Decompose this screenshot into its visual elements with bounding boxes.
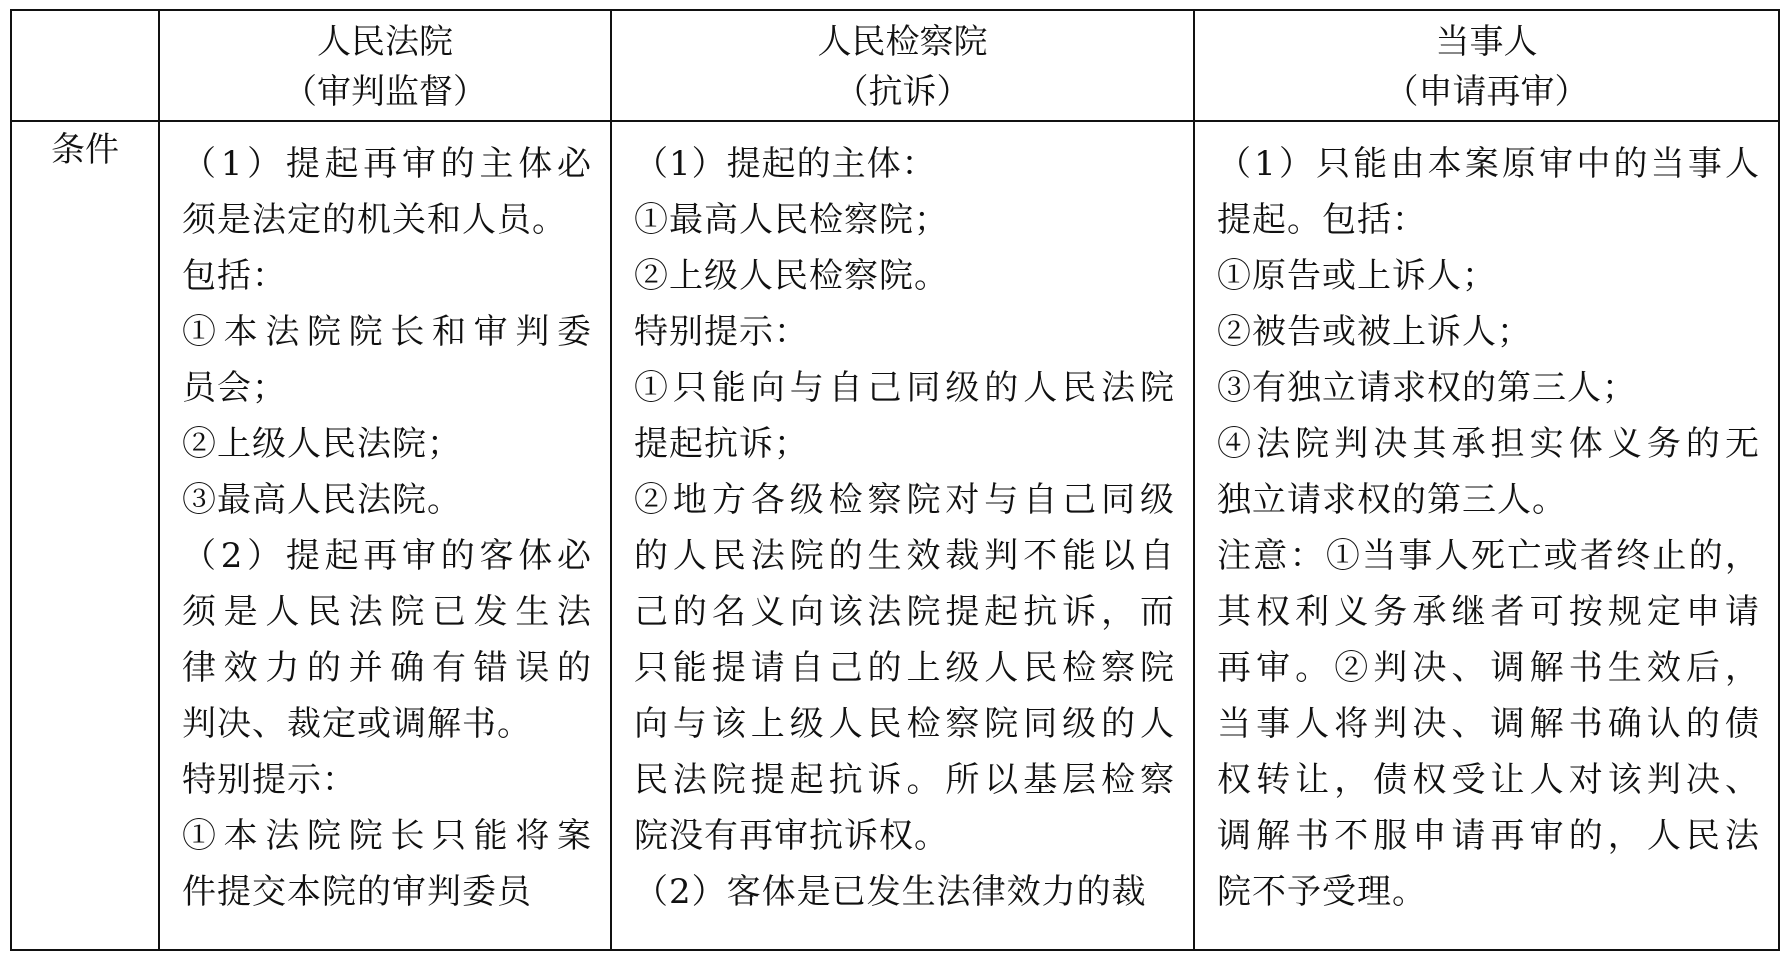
cell-text-line: 当事人将判决、调解书确认的债: [1217, 704, 1760, 744]
conditions-row: [11, 121, 1779, 950]
cell-text-line: 其权利义务承继者可按规定申请: [1217, 592, 1760, 632]
cell-text-line: （1）只能由本案原审中的当事人: [1217, 144, 1760, 184]
header-court-title: 人民法院: [317, 22, 453, 62]
party-conditions-cell: [1194, 121, 1779, 950]
cell-text-line: 己的名义向该法院提起抗诉，而: [634, 592, 1175, 632]
cell-text-line: 调解书不服申请再审的，人民法: [1217, 816, 1760, 856]
cell-text-line: 民法院提起抗诉。所以基层检察: [634, 760, 1175, 800]
cell-text-line: ①最高人民检察院；: [634, 200, 949, 240]
header-procuratorate-title: 人民检察院: [817, 22, 988, 62]
row-label-cell: [11, 121, 159, 950]
header-party-cell: [1194, 10, 1779, 121]
cell-text-line: 提起抗诉；: [634, 424, 809, 464]
cell-text-line: 须是法定的机关和人员。: [182, 200, 567, 240]
procuratorate-conditions-cell: [611, 121, 1194, 950]
header-procuratorate-cell: [611, 10, 1194, 121]
cell-text-line: 院不予受理。: [1217, 872, 1427, 912]
cell-text-line: 向与该上级人民检察院同级的人: [634, 704, 1175, 744]
cell-text-line: 院没有再审抗诉权。: [634, 816, 949, 856]
cell-text-line: （2）提起再审的客体必: [182, 536, 592, 576]
cell-text-line: ②被告或被上诉人；: [1217, 312, 1532, 352]
header-party-title: 当事人: [1435, 22, 1538, 62]
header-court-subtitle: （审判监督）: [283, 72, 487, 112]
cell-text-line: ④法院判决其承担实体义务的无: [1217, 424, 1760, 464]
header-party-subtitle: （申请再审）: [1384, 72, 1589, 112]
comparison-table: [10, 9, 1780, 951]
court-conditions-cell: [159, 121, 611, 950]
header-corner-cell: [11, 10, 159, 121]
cell-text-line: 特别提示：: [634, 312, 809, 352]
cell-text-line: ①本法院院长只能将案: [182, 816, 592, 856]
cell-text-line: ③有独立请求权的第三人；: [1217, 368, 1637, 408]
cell-text-line: ②上级人民法院；: [182, 424, 462, 464]
cell-text-line: ①只能向与自己同级的人民法院: [634, 368, 1175, 408]
cell-text-line: 独立请求权的第三人。: [1217, 480, 1567, 520]
cell-text-line: ①本法院院长和审判委: [182, 312, 592, 352]
cell-text-line: ②上级人民检察院。: [634, 256, 949, 296]
cell-text-line: 员会；: [182, 368, 287, 408]
cell-text-line: 件提交本院的审判委员: [182, 872, 532, 912]
cell-text-line: 特别提示：: [182, 760, 357, 800]
cell-text-line: 权转让，债权受让人对该判决、: [1217, 760, 1760, 800]
party-conditions-text: [1195, 122, 1778, 920]
cell-text-line: 注意：①当事人死亡或者终止的，: [1217, 536, 1760, 576]
cell-text-line: ③最高人民法院。: [182, 480, 462, 520]
cell-text-line: 包括：: [182, 256, 287, 296]
header-row: [11, 10, 1779, 121]
cell-text-line: 只能提请自己的上级人民检察院: [634, 648, 1175, 688]
cell-text-line: 律效力的并确有错误的: [182, 648, 592, 688]
court-conditions-text: [160, 122, 610, 920]
cell-text-line: ①原告或上诉人；: [1217, 256, 1497, 296]
header-procuratorate-subtitle: （抗诉）: [834, 72, 971, 112]
cell-text-line: 提起。包括：: [1217, 200, 1427, 240]
cell-text-line: 的人民法院的生效裁判不能以自: [634, 536, 1175, 576]
cell-text-line: 须是人民法院已发生法: [182, 592, 592, 632]
cell-text-line: 再审。②判决、调解书生效后，: [1217, 648, 1760, 688]
procuratorate-conditions-text: [612, 122, 1193, 920]
cell-text-line: ②地方各级检察院对与自己同级: [634, 480, 1175, 520]
header-court-cell: [159, 10, 611, 121]
cell-text-line: 判决、裁定或调解书。: [182, 704, 532, 744]
cell-text-line: （1）提起的主体：: [634, 144, 937, 184]
row-label: 条件: [51, 130, 119, 170]
cell-text-line: （2）客体是已发生法律效力的裁: [634, 872, 1147, 912]
cell-text-line: （1）提起再审的主体必: [182, 144, 592, 184]
